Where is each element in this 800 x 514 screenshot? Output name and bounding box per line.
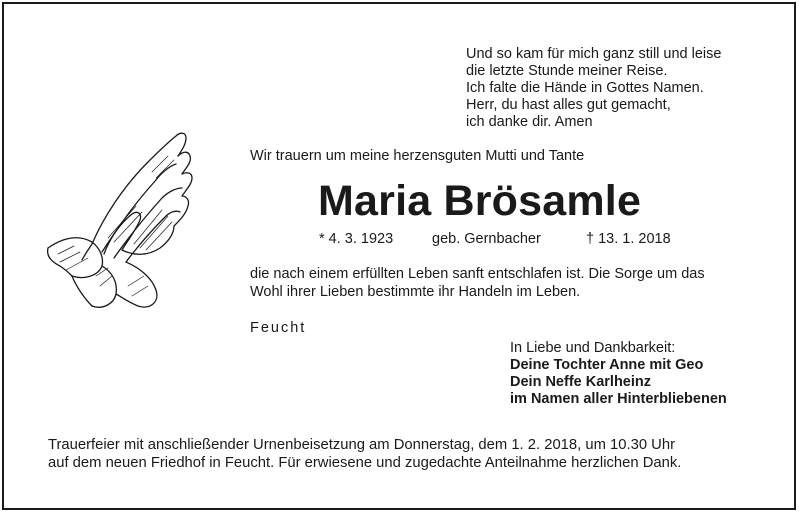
body-line: Wohl ihrer Lieben bestimmte ihr Handeln im Leben. (250, 284, 581, 300)
body-text (250, 266, 705, 302)
maiden-name: geb. Gernbacher (432, 231, 541, 247)
place-name: Feucht (250, 320, 307, 336)
deceased-name: Maria Brösamle (318, 177, 642, 225)
poem-line: Herr, du hast alles gut gemacht, (466, 97, 671, 113)
signoff (510, 340, 727, 408)
poem-line: Und so kam für mich ganz still und leise (466, 46, 722, 62)
signoff-name: Dein Neffe Karlheinz (510, 374, 651, 390)
footer-line: Trauerfeier mit anschließender Urnenbeisetzung am Donnerstag, dem 1. 2. 2018, um 10.30 Uhr (48, 437, 676, 453)
signoff-heading: In Liebe und Dankbarkeit: (510, 340, 676, 356)
birth-date: * 4. 3. 1923 (319, 231, 394, 247)
poem-line: ich danke dir. Amen (466, 114, 593, 130)
poem-line: die letzte Stunde meiner Reise. (466, 63, 668, 79)
praying-hands-icon (44, 126, 200, 314)
signoff-name: Deine Tochter Anne mit Geo (510, 357, 704, 373)
poem-line: Ich falte die Hände in Gottes Namen. (466, 80, 704, 96)
intro-text: Wir trauern um meine herzensguten Mutti und Tante (250, 148, 585, 164)
body-line: die nach einem erfüllten Leben sanft entschlafen ist. Die Sorge um das (250, 266, 705, 282)
death-date: † 13. 1. 2018 (586, 231, 671, 247)
funeral-details (48, 437, 681, 473)
footer-line: auf dem neuen Friedhof in Feucht. Für erwiesene und zugedachte Anteilnahme herzlichen Dank. (48, 455, 682, 471)
poem (466, 46, 721, 131)
signoff-name: im Namen aller Hinterbliebenen (510, 391, 727, 407)
